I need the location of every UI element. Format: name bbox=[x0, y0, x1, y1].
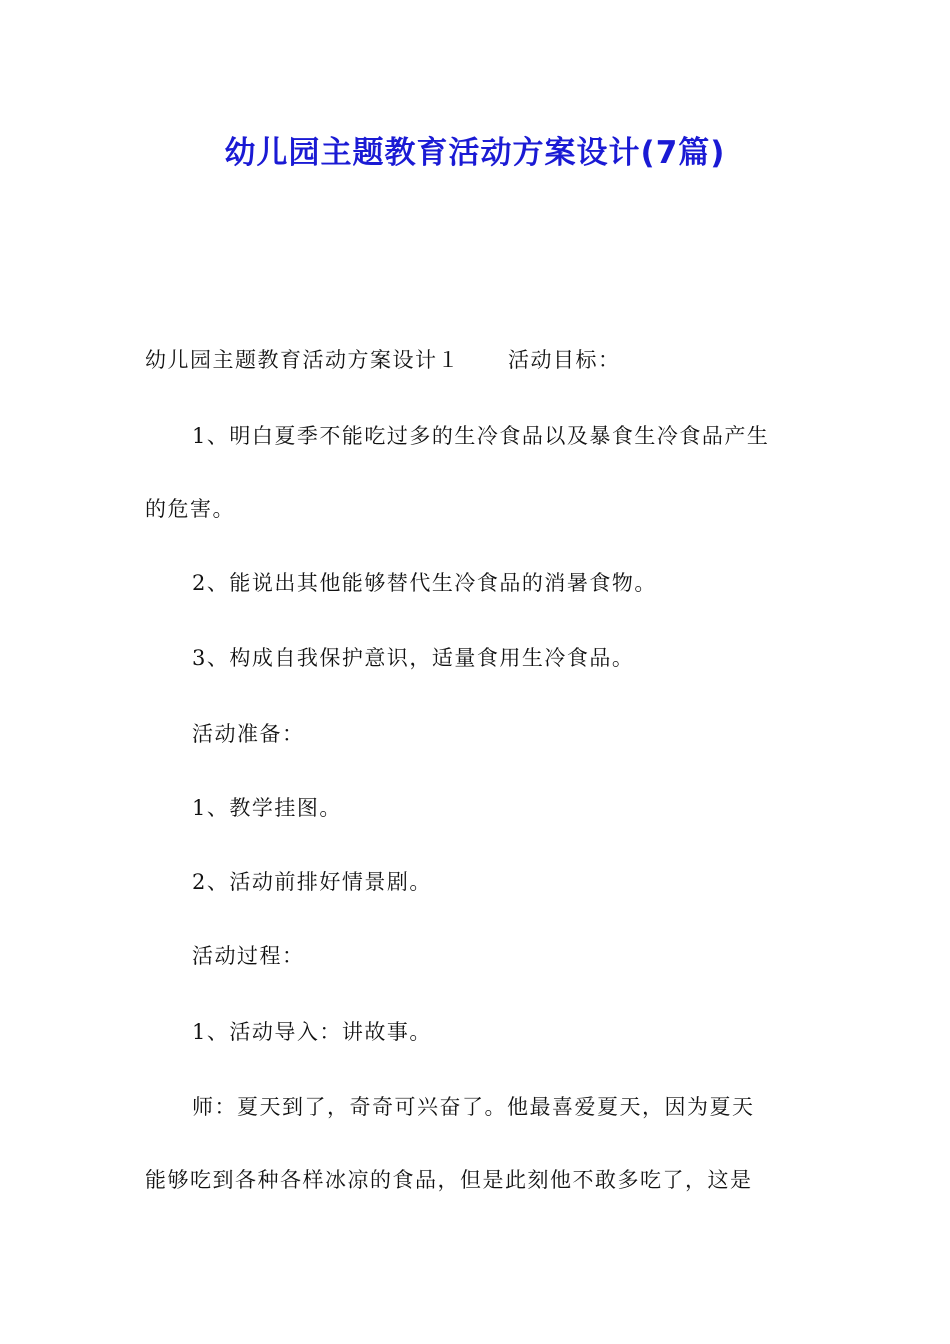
section-heading: 幼儿园主题教育活动方案设计１ bbox=[145, 348, 460, 372]
section-heading-line bbox=[145, 340, 810, 380]
paragraph-line: 1、活动导入：讲故事。 bbox=[192, 1020, 432, 1044]
paragraph-line: 2、活动前排好情景剧。 bbox=[192, 870, 432, 894]
section-label: 活动过程： bbox=[192, 944, 305, 968]
paragraph-line: 的危害。 bbox=[145, 497, 235, 521]
paragraph-line: 2、能说出其他能够替代生冷食品的消暑食物。 bbox=[192, 571, 657, 595]
paragraph-line: 能够吃到各种各样冰凉的食品，但是此刻他不敢多吃了，这是 bbox=[145, 1168, 753, 1192]
document-title: 幼儿园主题教育活动方案设计(7篇) bbox=[224, 135, 726, 171]
paragraph-line: 1、教学挂图。 bbox=[192, 796, 342, 820]
goals-label: 活动目标： bbox=[508, 348, 621, 372]
paragraph-line: 1、明白夏季不能吃过多的生冷食品以及暴食生冷食品产生 bbox=[192, 424, 770, 448]
paragraph-line: 师：夏天到了，奇奇可兴奋了。他最喜爱夏天，因为夏天 bbox=[192, 1095, 755, 1119]
section-label: 活动准备： bbox=[192, 722, 305, 746]
paragraph-line: 3、构成自我保护意识，适量食用生冷食品。 bbox=[192, 646, 635, 670]
